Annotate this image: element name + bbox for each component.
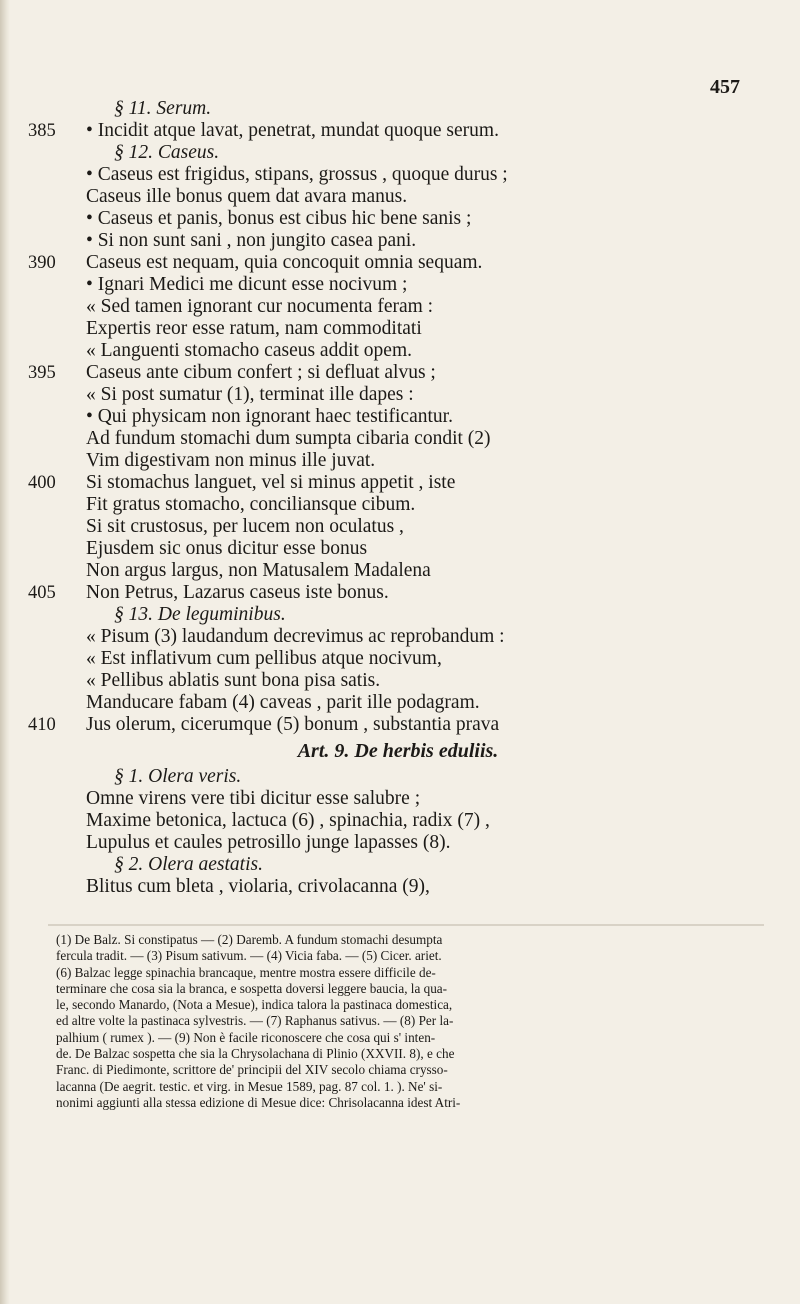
footnote-line: de. De Balzac sospetta che sia la Chrysolachana di Plinio (XXVII. 8), e che: [56, 1046, 455, 1062]
verse-text: Vim digestivam non minus ille juvat.: [86, 450, 376, 471]
verse-line: [28, 208, 768, 230]
poem-text: [28, 98, 768, 898]
verse-text: Manducare fabam (4) caveas , parit ille podagram.: [86, 692, 480, 713]
verse-line: [28, 428, 768, 450]
verse-line: [28, 340, 768, 362]
footnote-line: ed altre volte la pastinaca sylvestris. — (7) Raphanus sativus. — (8) Per la-: [56, 1013, 454, 1029]
verse-text: « Est inflativum cum pellibus atque nocivum,: [86, 648, 442, 669]
footnotes: [56, 932, 778, 1111]
footnote-line: terminare che cosa sia la branca, e sospetta doversi leggere baucia, la qua-: [56, 980, 448, 996]
heading-line: [28, 766, 768, 788]
verse-line: [28, 120, 768, 142]
verse-line: [28, 648, 768, 670]
verse-line: [28, 274, 768, 296]
verse-text: Blitus cum bleta , violaria, crivolacanna (9),: [86, 876, 430, 897]
verse-line: [28, 318, 768, 340]
footnote-rule: [48, 924, 764, 926]
verse-line: [28, 560, 768, 582]
verse-text: • Ignari Medici me dicunt esse nocivum ;: [86, 274, 408, 295]
line-number: 385: [28, 121, 56, 141]
verse-text: Caseus ante cibum confert ; si defluat alvus ;: [86, 362, 436, 383]
verse-line: [28, 164, 768, 186]
verse-text: « Sed tamen ignorant cur nocumenta feram :: [86, 296, 434, 317]
verse-line: [28, 296, 768, 318]
article-heading: Art. 9. De herbis eduliis.: [297, 740, 499, 762]
verse-line: [28, 186, 768, 208]
footnote-line: lacanna (De aegrit. testic. et virg. in Mesue 1589, pag. 87 col. 1. ). Ne' si-: [56, 1078, 443, 1094]
verse-line: [28, 472, 768, 494]
verse-line: [28, 788, 768, 810]
footnote-line: Franc. di Piedimonte, scrittore de' principii del XIV secolo chiama crysso-: [56, 1062, 448, 1078]
verse-text: Lupulus et caules petrosillo junge lapasses (8).: [86, 832, 451, 853]
verse-text: « Si post sumatur (1), terminat ille dapes :: [86, 384, 414, 405]
verse-text: « Pisum (3) laudandum decrevimus ac reprobandum :: [86, 626, 505, 647]
verse-text: Ejusdem sic onus dicitur esse bonus: [86, 538, 368, 559]
verse-text: Si stomachus languet, vel si minus appetit , iste: [86, 472, 456, 493]
verse-line: [28, 582, 768, 604]
verse-text: Si sit crustosus, per lucem non oculatus ,: [86, 516, 404, 537]
footnote-line: (1) De Balz. Si constipatus — (2) Daremb. A fundum stomachi desumpta: [56, 932, 443, 947]
verse-text: • Caseus est frigidus, stipans, grossus , quoque durus ;: [86, 164, 508, 185]
verse-text: • Si non sunt sani , non jungito casea pani.: [86, 230, 417, 251]
verse-text: « Languenti stomacho caseus addit opem.: [86, 340, 412, 361]
section-heading: § 2. Olera aestatis.: [114, 854, 263, 875]
verse-text: Maxime betonica, lactuca (6) , spinachia, radix (7) ,: [86, 810, 490, 831]
verse-text: Ad fundum stomachi dum sumpta cibaria condit (2): [86, 428, 491, 449]
verse-text: Jus olerum, cicerumque (5) bonum , substantia prava: [86, 714, 500, 735]
verse-text: • Qui physicam non ignorant haec testificantur.: [86, 406, 453, 427]
section-heading: § 11. Serum.: [114, 98, 212, 119]
page-number: 457: [710, 76, 740, 98]
verse-line: [28, 384, 768, 406]
verse-text: Fit gratus stomacho, conciliansque cibum.: [86, 494, 416, 515]
verse-text: Expertis reor esse ratum, nam commoditati: [86, 318, 422, 339]
verse-line: [28, 362, 768, 384]
verse-line: [28, 494, 768, 516]
footnote-line: fercula tradit. — (3) Pisum sativum. — (4) Vicia faba. — (5) Cicer. ariet.: [56, 948, 442, 964]
footnote-line: nonimi aggiunti alla stessa edizione di Mesue dice: Chrisolacanna idest Atri-: [56, 1094, 461, 1110]
verse-text: Non argus largus, non Matusalem Madalena: [86, 560, 431, 581]
section-heading: § 13. De leguminibus.: [114, 604, 286, 625]
line-number: 405: [28, 583, 56, 603]
footnote-line: le, secondo Manardo, (Nota a Mesue), indica talora la pastinaca domestica,: [56, 997, 453, 1013]
footnote-line: (6) Balzac legge spinachia brancaque, mentre mostra essere difficile de-: [56, 964, 436, 980]
verse-line: [28, 876, 768, 898]
line-number: 400: [28, 473, 56, 493]
verse-text: Omne virens vere tibi dicitur esse salubre ;: [86, 788, 421, 809]
verse-line: [28, 692, 768, 714]
section-heading: § 1. Olera veris.: [114, 766, 242, 787]
verse-text: « Pellibus ablatis sunt bona pisa satis.: [86, 670, 381, 691]
verse-text: Caseus est nequam, quia concoquit omnia sequam.: [86, 252, 483, 273]
page-edge: [0, 0, 10, 1304]
verse-line: [28, 450, 768, 472]
line-number: 410: [28, 715, 56, 735]
verse-line: [28, 230, 768, 252]
verse-text: • Caseus et panis, bonus est cibus hic bene sanis ;: [86, 208, 472, 229]
line-number: 395: [28, 363, 56, 383]
footnote-line: palhium ( rumex ). — (9) Non è facile riconoscere che cosa qui s' inten-: [56, 1029, 436, 1045]
verse-line: [28, 670, 768, 692]
verse-line: [28, 252, 768, 274]
section-heading: § 12. Caseus.: [114, 142, 220, 163]
verse-line: [28, 832, 768, 854]
heading-line: [28, 142, 768, 164]
verse-line: [28, 810, 768, 832]
heading-line: [28, 854, 768, 876]
verse-line: [28, 626, 768, 648]
verse-line: [28, 714, 768, 736]
line-number: 390: [28, 253, 56, 273]
verse-line: [28, 406, 768, 428]
verse-line: [28, 538, 768, 560]
article-line: [28, 740, 768, 762]
verse-text: • Incidit atque lavat, penetrat, mundat quoque serum.: [86, 120, 499, 141]
verse-text: Non Petrus, Lazarus caseus iste bonus.: [86, 582, 389, 603]
heading-line: [28, 98, 768, 120]
verse-line: [28, 516, 768, 538]
verse-text: Caseus ille bonus quem dat avara manus.: [86, 186, 408, 207]
heading-line: [28, 604, 768, 626]
